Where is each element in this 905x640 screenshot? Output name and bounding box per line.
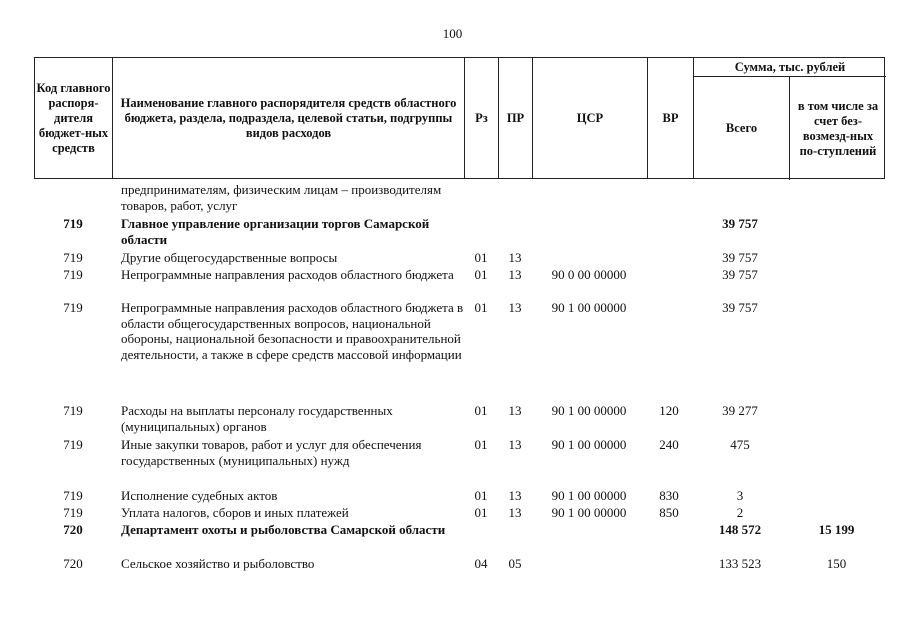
row-code: 719 [63,403,83,418]
header-incl: в том числе за счет без-возмезд-ных по-ступлений [797,98,879,158]
row-code: 719 [63,267,83,282]
row-total: 39 757 [722,216,758,231]
row-code: 719 [63,437,83,452]
table-row [0,403,905,437]
header-name: Наименование главного распорядителя средств областного бюджета, раздела, подраздела, целевой статьи, подгруппы видов расходов [113,58,465,178]
row-code: 719 [63,250,83,265]
row-name: Иные закупки товаров, работ и услуг для обеспечения государственных (муниципальных) нужд [121,437,422,468]
table-row [0,182,905,216]
row-code: 719 [63,300,83,315]
table-row [0,250,905,267]
row-incl: 15 199 [818,522,855,537]
row-total: 39 757 [722,300,758,315]
row-csr: 90 1 00 00000 [551,488,627,503]
row-total: 3 [736,488,744,503]
row-name: Главное управление организации торгов Самарской области [121,216,430,247]
row-name: Департамент охоты и рыболовства Самарской области [121,522,446,537]
table-row [0,437,905,488]
row-csr: 90 1 00 00000 [551,437,627,452]
row-rz: 01 [474,300,488,315]
row-name: Непрограммные направления расходов областного бюджета в области общегосударственных вопросов, национальной обороны, национальной безопасности и правоохранительной деятельности, а также в сфере средств массовой информации [121,300,464,362]
row-name: Расходы на выплаты персоналу государственных (муниципальных) органов [121,403,393,434]
row-total: 475 [730,437,750,452]
table-header [34,57,885,179]
header-code: Код главного распоря-дителя бюджет-ных средств [35,58,113,178]
table-row [0,267,905,300]
row-csr: 90 1 00 00000 [551,300,627,315]
row-rz: 01 [474,505,488,520]
row-code: 719 [63,216,83,231]
row-rz: 01 [474,437,488,452]
table-body [0,182,905,573]
row-rz: 01 [474,403,488,418]
row-csr: 90 0 00 00000 [551,267,627,282]
header-rz: Рз [465,58,499,178]
header-total: Всего [694,77,790,180]
row-rz: 04 [474,556,488,571]
table-row [0,300,905,403]
row-pr: 13 [508,488,522,503]
row-rz: 01 [474,488,488,503]
row-pr: 05 [508,556,522,571]
row-pr: 13 [508,267,522,282]
table-row [0,556,905,573]
row-name: предпринимателям, физическим лицам – производителям товаров, работ, услуг [121,182,442,213]
row-csr: 90 1 00 00000 [551,505,627,520]
row-incl: 150 [826,556,847,571]
row-code: 719 [63,488,83,503]
page-number: 100 [442,26,463,41]
row-pr: 13 [508,505,522,520]
row-name: Другие общегосударственные вопросы [121,250,338,265]
row-vr: 240 [659,437,679,452]
row-total: 39 757 [722,267,758,282]
row-name: Непрограммные направления расходов областного бюджета [121,267,454,282]
row-rz: 01 [474,267,488,282]
row-pr: 13 [508,300,522,315]
row-code: 720 [63,556,83,571]
table-row [0,488,905,505]
header-pr: ПР [499,58,533,178]
row-total: 39 757 [722,250,758,265]
row-name: Уплата налогов, сборов и иных платежей [121,505,349,520]
row-vr: 830 [659,488,679,503]
row-rz: 01 [474,250,488,265]
row-total: 39 277 [722,403,758,418]
row-total: 2 [736,505,744,520]
table-row [0,505,905,522]
row-csr: 90 1 00 00000 [551,403,627,418]
row-pr: 13 [508,250,522,265]
row-code: 720 [63,522,83,537]
row-vr: 120 [659,403,679,418]
table-row [0,216,905,250]
row-pr: 13 [508,437,522,452]
row-name: Сельское хозяйство и рыболовство [121,556,315,571]
row-total: 133 523 [718,556,762,571]
header-csr: ЦСР [533,58,648,178]
row-name: Исполнение судебных актов [121,488,278,503]
row-code: 719 [63,505,83,520]
row-vr: 850 [659,505,679,520]
row-total: 148 572 [718,522,762,537]
header-vr: ВР [648,58,694,178]
row-pr: 13 [508,403,522,418]
header-sum: Сумма, тыс. рублей [694,58,886,77]
table-row [0,522,905,556]
